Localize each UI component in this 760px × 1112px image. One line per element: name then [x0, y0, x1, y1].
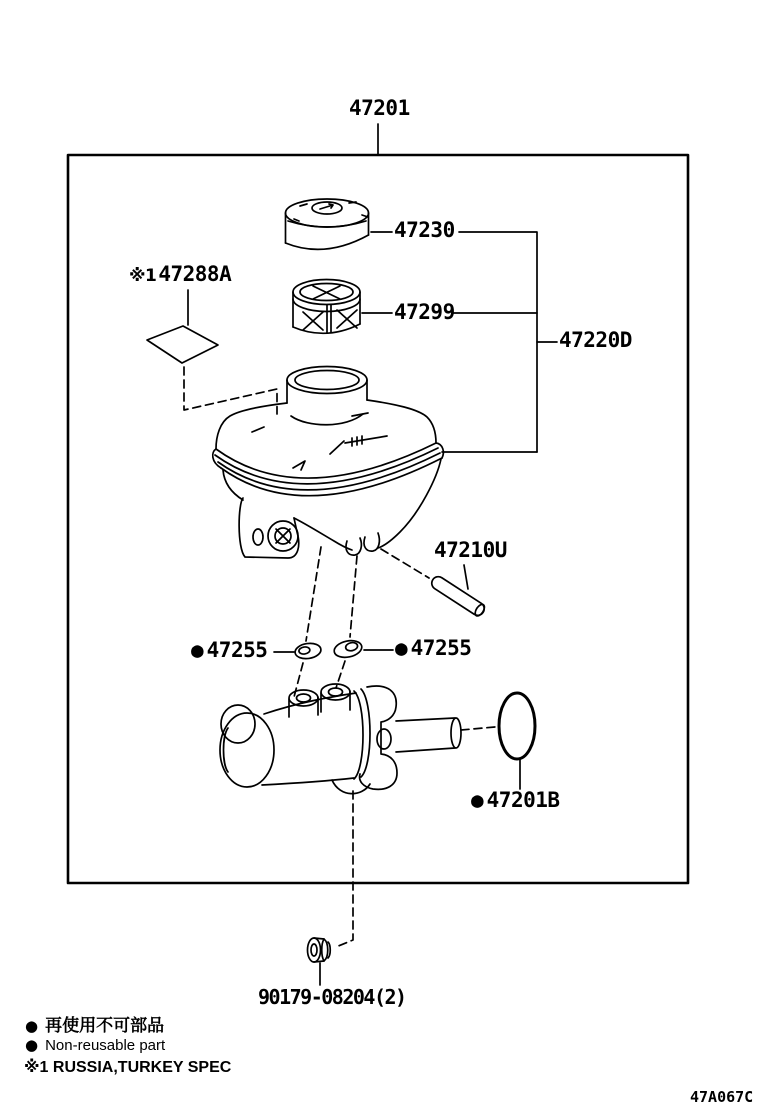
sticker-drawing: [147, 326, 218, 363]
callout-gasket-text: 47201B: [486, 788, 560, 812]
callout-strainer-text: 47299: [394, 300, 455, 324]
legend-en-text: Non-reusable part: [45, 1037, 166, 1054]
strainer-drawing: [293, 280, 360, 334]
callout-reservoir-text: 47220D: [559, 328, 632, 352]
master-cylinder-drawing: [220, 684, 461, 794]
callout-assembly-text: 47201: [349, 96, 410, 120]
gasket-oring-drawing: [499, 693, 535, 759]
pin-drawing: [429, 574, 486, 618]
legend-spec-note-text: ※1 RUSSIA,TURKEY SPEC: [24, 1059, 232, 1076]
legend-non-reusable-en: [25, 1038, 165, 1053]
callout-assembly-47201: [349, 98, 410, 119]
callout-cap-text: 47230: [394, 218, 455, 242]
grommet-left-drawing: [294, 642, 322, 660]
non-reusable-bullet-icon: ●: [191, 638, 204, 662]
non-reusable-bullet-icon: ●: [395, 636, 408, 660]
callout-grommet-right-47255: [395, 638, 471, 659]
non-reusable-bullet-icon: ●: [25, 1017, 39, 1035]
non-reusable-bullet-icon: ●: [471, 788, 484, 812]
nut-drawing: [308, 938, 331, 962]
reservoir-cap-drawing: [286, 199, 369, 249]
non-reusable-bullet-icon: ●: [25, 1036, 39, 1054]
callout-sticker-text: 47288A: [158, 262, 232, 286]
legend-jp-text: 再使用不可部品: [45, 1016, 165, 1036]
callout-gasket-47201B: [471, 790, 560, 811]
legend-non-reusable-jp: [25, 1018, 164, 1035]
figure-code-text: 47A067C: [690, 1088, 754, 1106]
callout-nut-90179-08204: [258, 987, 406, 1007]
callout-reservoir-47220D: [559, 330, 632, 351]
grommet-right-drawing: [333, 638, 364, 659]
callout-grommet-right-text: 47255: [410, 636, 472, 660]
callout-pin-47210U: [434, 540, 507, 561]
callout-grommet-left-47255: [191, 640, 267, 661]
callout-strainer-47299: [394, 302, 455, 323]
callout-sticker-47288A: [129, 264, 231, 285]
callout-grommet-left-text: 47255: [206, 638, 268, 662]
callout-cap-47230: [394, 220, 455, 241]
callout-nut-text: 90179-08204(2): [258, 985, 406, 1009]
callout-pin-text: 47210U: [434, 538, 507, 562]
legend-spec-note: [24, 1060, 231, 1076]
figure-code: [690, 1090, 753, 1105]
spec-reference-mark: ※1: [129, 266, 157, 286]
